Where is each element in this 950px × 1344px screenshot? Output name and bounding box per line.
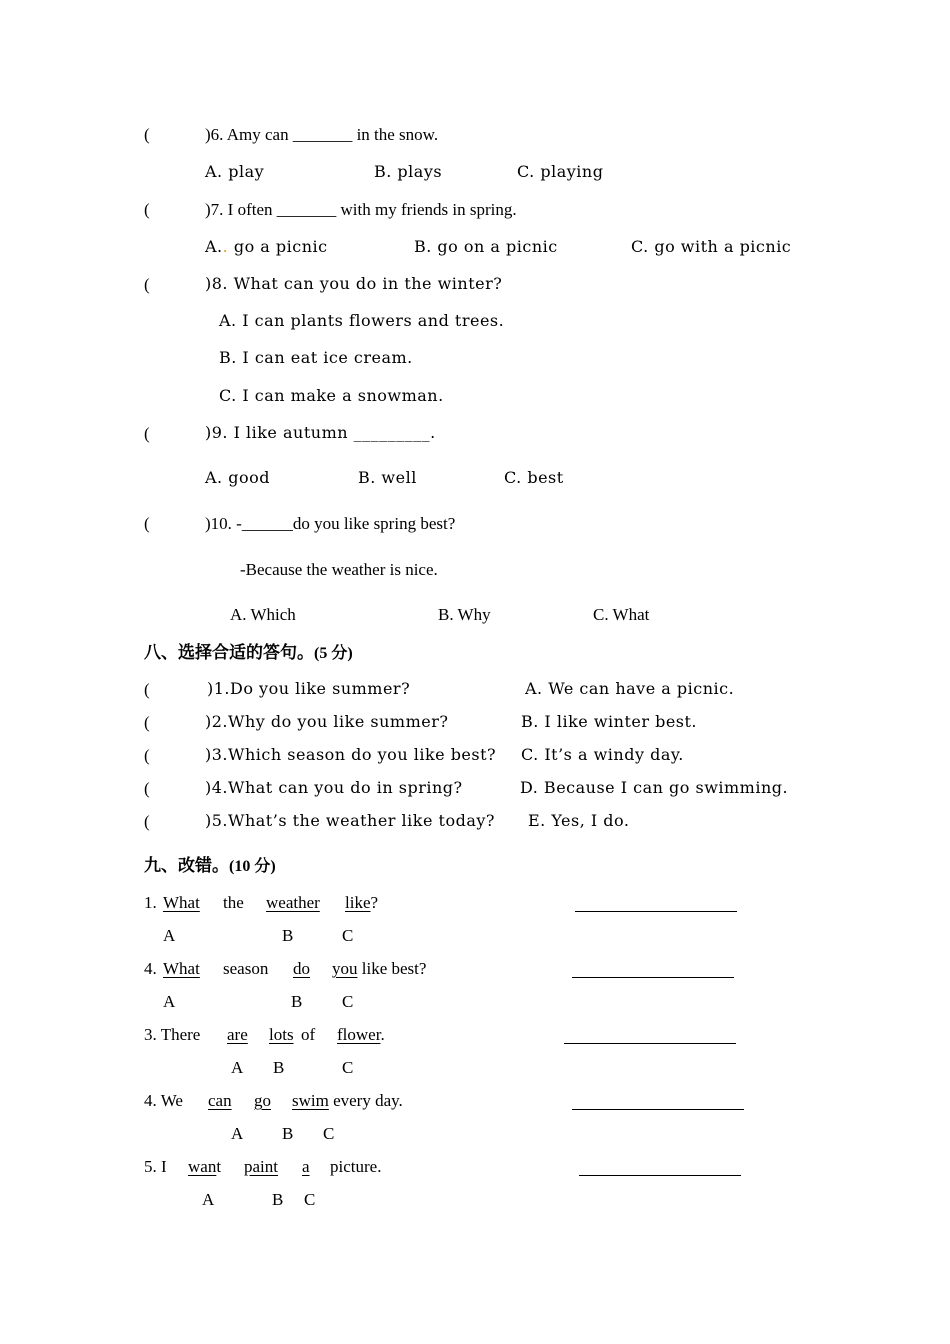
s9-5-number: 5. I [144,1157,167,1176]
s9-2-label-a: A [163,992,176,1011]
q9-paren: ( [144,424,150,443]
q8-paren: ( [144,275,150,294]
s9-4-number: 4. We [144,1091,183,1110]
q9-option-b: B. well [358,468,417,487]
s8-answer-c: C. It’s a windy day. [521,745,684,764]
s9-1-answer-line[interactable] [575,911,737,912]
s8-answer-a: A. We can have a picnic. [525,679,735,698]
s9-2-label-c: C [342,992,354,1011]
q8-stem: )8. What can you do in the winter? [205,274,503,293]
q10-paren: ( [144,514,150,533]
q9-option-a: A. good [205,468,270,487]
s9-1-word-b: weather [266,893,320,912]
s9-1-label-c: C [342,926,354,945]
q7-stem: )7. I often _______ with my friends in spring. [205,200,517,219]
s9-1-label-a: A [163,926,176,945]
s9-4-label-b: B [282,1124,294,1143]
s9-3-label-b: B [273,1058,285,1077]
s9-3-word: of [301,1025,316,1044]
s9-3-word-c: flower. [337,1025,385,1044]
q8-option-c: C. I can make a snowman. [219,386,444,405]
s9-4-label-c: C [323,1124,335,1143]
s8-question-2: )2.Why do you like summer? [205,712,449,731]
q7-option-c: C. go with a picnic [631,237,792,256]
s9-5-label-c: C [304,1190,316,1209]
s9-3-label-a: A [231,1058,244,1077]
s9-3-word-a: are [227,1025,248,1044]
q6-option-a: A. play [205,162,265,181]
q10-option-b: B. Why [438,605,491,624]
s9-1-word-a: What [163,893,200,912]
q6-option-b: B. plays [374,162,443,181]
s9-2-number: 4. [144,959,157,978]
q6-paren: ( [144,125,150,144]
q6-option-c: C. playing [517,162,604,181]
q10-option-c: C. What [593,605,650,624]
s8-paren-5: ( [144,812,150,831]
s8-answer-b: B. I like winter best. [521,712,698,731]
s9-1-word-c: like? [345,893,379,912]
s8-question-5: )5.What’s the weather like today? [205,811,495,830]
s8-question-3: )3.Which season do you like best? [205,745,497,764]
q6-stem: )6. Amy can _______ in the snow. [205,125,439,144]
s9-5-word-b: paint [244,1157,278,1176]
s8-question-4: )4.What can you do in spring? [205,778,463,797]
q9-stem: )9. I like autumn _________. [205,423,436,442]
s9-5-word: picture. [330,1157,382,1176]
section8-heading: 八、选择合适的答句。(5 分) [144,643,353,663]
s9-5-word-a: want [188,1157,222,1176]
s9-4-answer-line[interactable] [572,1109,744,1110]
q7-option-a: A.. go a picnic [205,237,328,256]
q7-option-b: B. go on a picnic [414,237,558,256]
s9-1-number: 1. [144,893,157,912]
q7-mark-dot: . [222,237,229,256]
s9-3-answer-line[interactable] [564,1043,736,1044]
q7-paren: ( [144,200,150,219]
q10-reply: -Because the weather is nice. [240,560,438,579]
s8-paren-3: ( [144,746,150,765]
s9-2-word-a: What [163,959,200,978]
s9-5-label-b: B [272,1190,284,1209]
s9-3-word-b: lots [269,1025,294,1044]
s9-2-answer-line[interactable] [572,977,734,978]
s9-5-answer-line[interactable] [579,1175,741,1176]
section9-heading: 九、改错。(10 分) [144,856,276,876]
s9-2-word-b: do [293,959,310,978]
s9-2-word-c: you like best? [332,959,427,978]
s8-paren-4: ( [144,779,150,798]
s9-2-label-b: B [291,992,303,1011]
s9-4-word-c: swim every day. [292,1091,403,1110]
q8-option-b: B. I can eat ice cream. [219,348,413,367]
s9-4-label-a: A [231,1124,244,1143]
s9-1-label-b: B [282,926,294,945]
s8-answer-d: D. Because I can go swimming. [520,778,789,797]
s9-5-label-a: A [202,1190,215,1209]
s9-3-number: 3. There [144,1025,201,1044]
q8-option-a: A. I can plants flowers and trees. [219,311,505,330]
s9-3-label-c: C [342,1058,354,1077]
s9-5-word-c: a [302,1157,310,1176]
s8-paren-1: ( [144,680,150,699]
q10-stem: )10. -______do you like spring best? [205,514,456,533]
s8-paren-2: ( [144,713,150,732]
s9-1-word: the [223,893,244,912]
s8-answer-e: E. Yes, I do. [528,811,630,830]
s9-4-word-b: go [254,1091,271,1110]
q10-option-a: A. Which [230,605,296,624]
s8-question-1: )1.Do you like summer? [207,679,411,698]
s9-2-word: season [223,959,269,978]
q9-option-c: C. best [504,468,564,487]
s9-4-word-a: can [208,1091,232,1110]
